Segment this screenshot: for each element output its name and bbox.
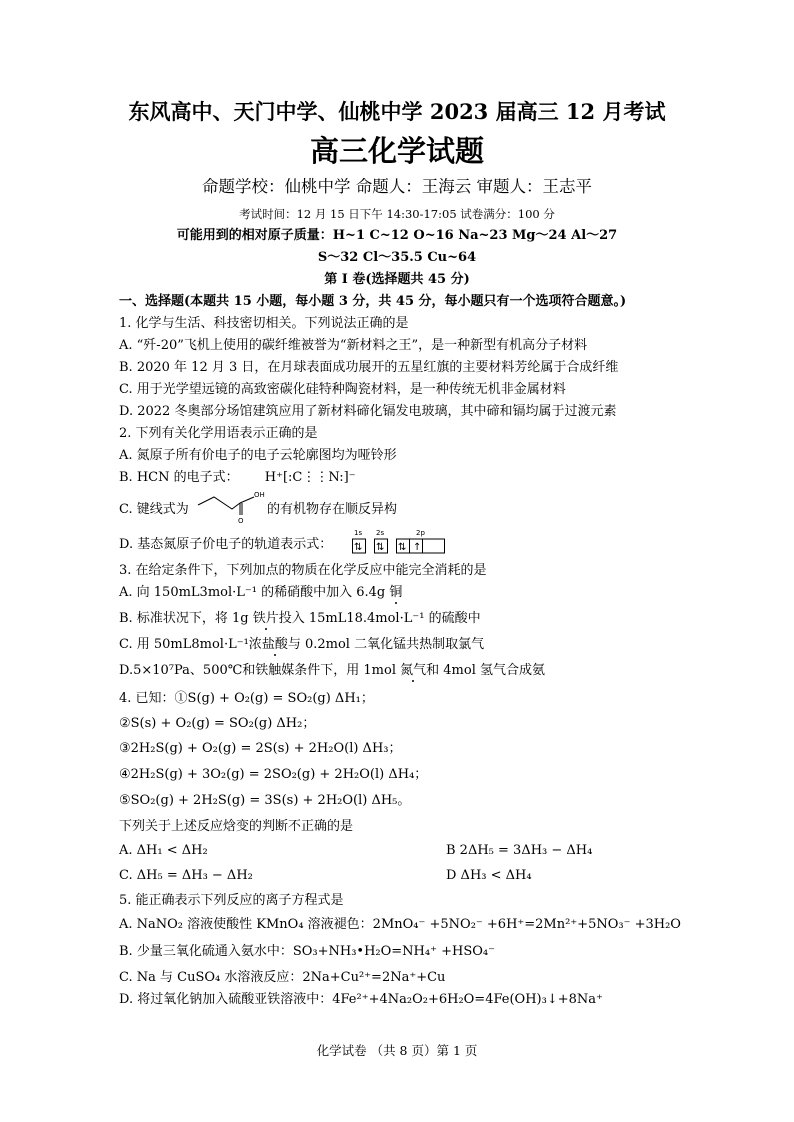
q3-c-dotted: 盐酸	[261, 637, 288, 652]
q4-option-a: A. ΔH₁ < ΔH₂	[119, 843, 208, 858]
orbital-2s-electrons: ⇅	[376, 542, 385, 553]
q1-stem: 1. 化学与生活、科技密切相关。下列说法正确的是	[119, 316, 409, 331]
orbital-2p1-electrons: ⇅	[398, 542, 407, 553]
q2-option-c-post: 的有机物存在顺反异构	[267, 502, 398, 517]
atomic-mass-line-2: S～32 Cl～35.5 Cu~64	[317, 250, 477, 265]
q3-a-text: A. 向 150mL3mol·L⁻¹ 的稀硝酸中加入 6.4g	[119, 585, 390, 600]
hydroxyl-bond	[240, 497, 254, 503]
q5-option-b: B. 少量三氧化硫通入氨水中：SO₃+NH₃•H₂O=NH₄⁺ +HSO₄⁻	[119, 944, 495, 959]
volume-heading: 第 I 卷(选择题共 45 分)	[324, 272, 470, 287]
q1-option-c: C. 用于光学望远镜的高致密碳化硅特种陶瓷材料，是一种传统无机非金属材料	[119, 382, 566, 397]
q4-question: 下列关于上述反应焓变的判断不正确的是	[119, 819, 354, 834]
q3-a-dotted: 铜	[389, 585, 403, 600]
carbonyl-oxygen-label: O	[238, 517, 244, 525]
orbital-2p2-electron: ↑	[413, 542, 422, 553]
q3-option-d	[119, 663, 545, 679]
q3-stem: 3. 在给定条件下，下列加点的物质在化学反应中能完全消耗的是	[119, 563, 487, 578]
q4-reaction-5: ⑤SO₂(g) + 2H₂S(g) = 3S(s) + 2H₂O(l) ΔH₅。	[119, 793, 411, 808]
q3-d-text: D.5×10⁷Pa、500℃和铁触媒条件下，用 1mol	[119, 663, 401, 678]
orbital-label-1s: 1s	[354, 529, 363, 537]
orbital-1s-electrons: ⇅	[354, 542, 363, 553]
orbital-label-2s: 2s	[376, 529, 385, 537]
page-title: 高三化学试题	[309, 134, 484, 168]
q4-reaction-2: ②S(s) + O₂(g) = SO₂(g) ΔH₂；	[119, 716, 316, 731]
skeletal-formula-structure	[196, 489, 268, 525]
q4-stem: 4. 已知：①S(g) + O₂(g) = SO₂(g) ΔH₁；	[119, 691, 374, 706]
q4-option-b: B 2ΔH₅ = 3ΔH₃ − ΔH₄	[446, 843, 593, 858]
q5-option-d: D. 将过氧化钠加入硫酸亚铁溶液中：4Fe²⁺+4Na₂O₂+6H₂O=4Fe(OH)₃↓+8Na⁺	[119, 992, 603, 1007]
q4-reaction-4: ④2H₂S(g) + 3O₂(g) = 2SO₂(g) + 2H₂O(l) ΔH₄；	[119, 767, 428, 782]
q3-c-text: C. 用 50mL8mol·L⁻¹浓	[119, 637, 262, 652]
q4-option-d: D ΔH₃ < ΔH₄	[446, 868, 532, 883]
q3-option-a	[119, 585, 402, 601]
q1-option-d: D. 2022 冬奥部分场馆建筑应用了新材料碲化镉发电玻璃，其中碲和镉均属于过渡元素	[119, 404, 617, 419]
q4-reaction-3: ③2H₂S(g) + O₂(g) = 2S(s) + 2H₂O(l) ΔH₃；	[119, 741, 402, 756]
q3-b-dotted: 铁片	[252, 611, 279, 626]
q3-b-text: B. 标准状况下，将 1g	[119, 611, 253, 626]
q2-option-b-label: B. HCN 的电子式：	[119, 470, 239, 485]
page-footer: 化学试卷 （共 8 页）第 1 页	[316, 1043, 478, 1058]
carbon-chain	[198, 497, 240, 509]
q5-option-c: C. Na 与 CuSO₄ 水溶液反应：2Na+Cu²⁺=2Na⁺+Cu	[119, 970, 446, 985]
q2-option-c-pre: C. 键线式为	[119, 502, 189, 517]
q2-option-b	[119, 470, 356, 486]
hcn-electron-formula: H⁺[:C⋮⋮N:]⁻	[264, 470, 356, 485]
q2-option-d-label: D. 基态氮原子价电子的轨道表示式：	[119, 537, 333, 552]
hydroxyl-label: OH	[254, 491, 265, 499]
q3-option-b	[119, 611, 481, 627]
q3-d-text-post: 和 4mol 氢气合成氨	[426, 663, 546, 678]
q3-option-c	[119, 637, 484, 653]
q3-b-text-post: 投入 15mL18.4mol·L⁻¹ 的硫酸中	[278, 611, 481, 626]
exam-header-title: 东风高中、天门中学、仙桃中学 2023 届高三 12 月考试	[128, 99, 666, 124]
q4-option-c: C. ΔH₅ = ΔH₃ − ΔH₂	[119, 868, 253, 883]
orbital-box-2p-3	[423, 539, 445, 553]
exam-authors: 命题学校：仙桃中学 命题人：王海云 审题人：王志平	[202, 177, 592, 196]
exam-info: 考试时间：12 月 15 日下午 14:30-17:05 试卷满分：100 分	[239, 207, 555, 221]
q1-option-b: B. 2020 年 12 月 3 日，在月球表面成功展开的五星红旗的主要材料芳纶属于合成纤维	[119, 360, 619, 375]
orbital-label-2p: 2p	[416, 529, 425, 537]
q2-stem: 2. 下列有关化学用语表示正确的是	[119, 426, 318, 441]
q5-stem: 5. 能正确表示下列反应的离子方程式是	[119, 893, 344, 908]
atomic-mass-line-1: 可能用到的相对原子质量：H~1 C~12 O~16 Na~23 Mg～24 Al～27	[176, 228, 618, 243]
q3-d-dotted: 氮气	[400, 663, 427, 678]
q3-c-text-post: 与 0.2mol 二氧化锰共热制取氯气	[287, 637, 485, 652]
q5-option-a: A. NaNO₂ 溶液使酸性 KMnO₄ 溶液褪色：2MnO₄⁻ +5NO₂⁻ +6H⁺=2Mn²⁺+5NO₃⁻ +3H₂O	[119, 917, 681, 932]
orbital-diagram	[352, 528, 448, 556]
q2-option-a: A. 氮原子所有价电子的电子云轮廓图均为哑铃形	[119, 448, 397, 463]
q1-option-a: A. “歼-20”飞机上使用的碳纤维被誉为“新材料之王”，是一种新型有机高分子材料	[119, 338, 588, 353]
section-heading: 一、选择题(本题共 15 小题，每小题 3 分，共 45 分，每小题只有一个选项符合题意。)	[119, 294, 627, 309]
